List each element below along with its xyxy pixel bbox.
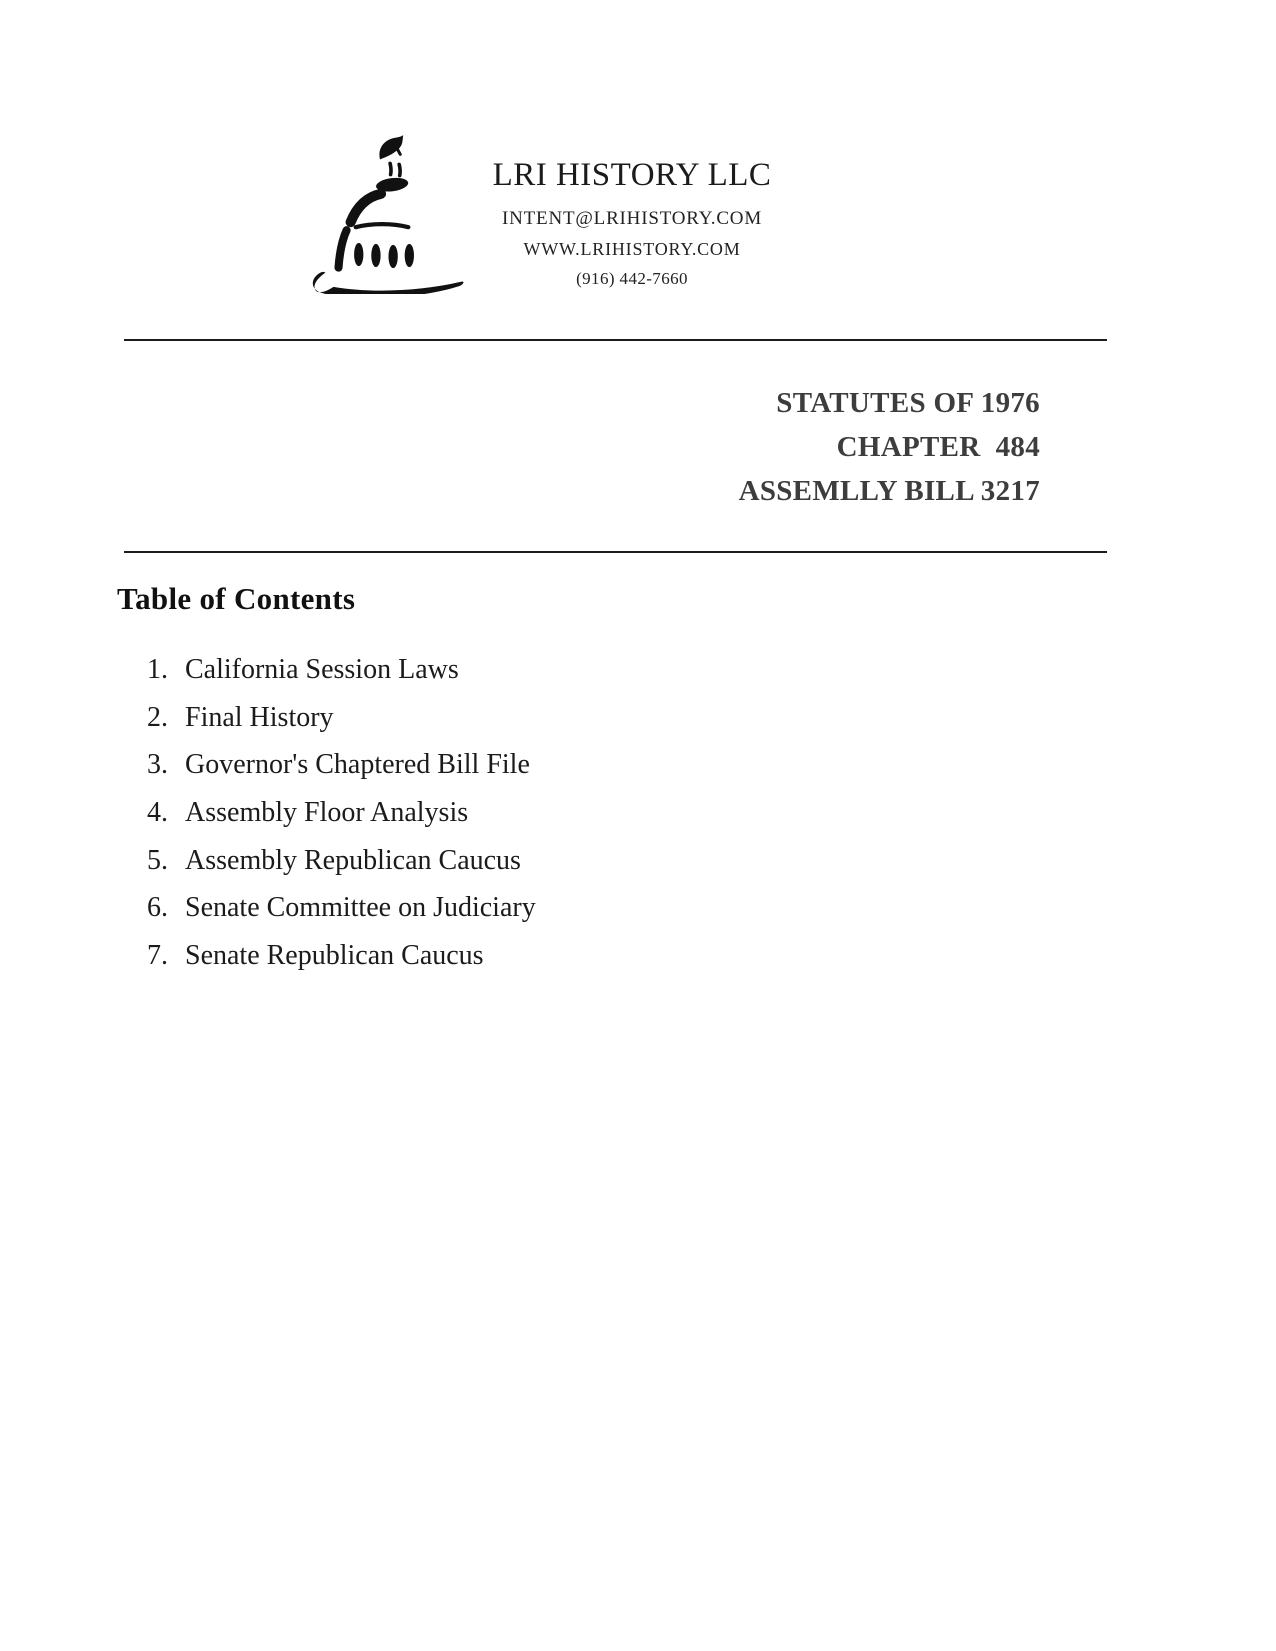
chapter-line: CHAPTER 484	[836, 431, 1040, 463]
toc-item-number: 2.	[147, 701, 168, 733]
toc-item	[147, 844, 536, 892]
toc-item-label: Final History	[185, 701, 334, 733]
toc-item-number: 4.	[147, 797, 168, 829]
divider-top	[124, 339, 1107, 341]
toc-item-label: Assembly Floor Analysis	[185, 797, 469, 829]
toc-item	[147, 796, 536, 844]
company-email: INTENT@LRIHISTORY.COM	[501, 208, 763, 229]
toc-item-number: 5.	[147, 844, 168, 876]
toc-item-label: Senate Republican Caucus	[185, 940, 484, 972]
company-name: LRI HISTORY LLC	[492, 157, 772, 193]
toc-item	[147, 891, 536, 939]
toc-item-number: 1.	[147, 654, 168, 685]
statutes-title-block	[739, 381, 1040, 513]
toc-item-number: 3.	[147, 749, 168, 781]
divider-bottom	[124, 551, 1107, 553]
toc-item-label: Senate Committee on Judiciary	[185, 892, 536, 924]
statutes-line: STATUTES OF 1976	[776, 387, 1040, 419]
toc-item	[147, 748, 536, 796]
toc-item-label: Governor's Chaptered Bill File	[185, 749, 530, 781]
toc-list	[147, 653, 536, 987]
toc-item	[147, 653, 536, 701]
assembly-bill-line: ASSEMLLY BILL 3217	[738, 475, 1040, 507]
company-website: WWW.LRIHISTORY.COM	[523, 239, 741, 259]
toc-item-number: 7.	[147, 940, 168, 972]
company-phone: (916) 442-7660	[576, 269, 688, 288]
toc-item	[147, 939, 536, 987]
toc-item-number: 6.	[147, 892, 168, 924]
toc-item	[147, 701, 536, 749]
toc-heading: Table of Contents	[117, 581, 356, 616]
toc-item-label: California Session Laws	[185, 654, 459, 685]
toc-item-label: Assembly Republican Caucus	[185, 844, 521, 876]
